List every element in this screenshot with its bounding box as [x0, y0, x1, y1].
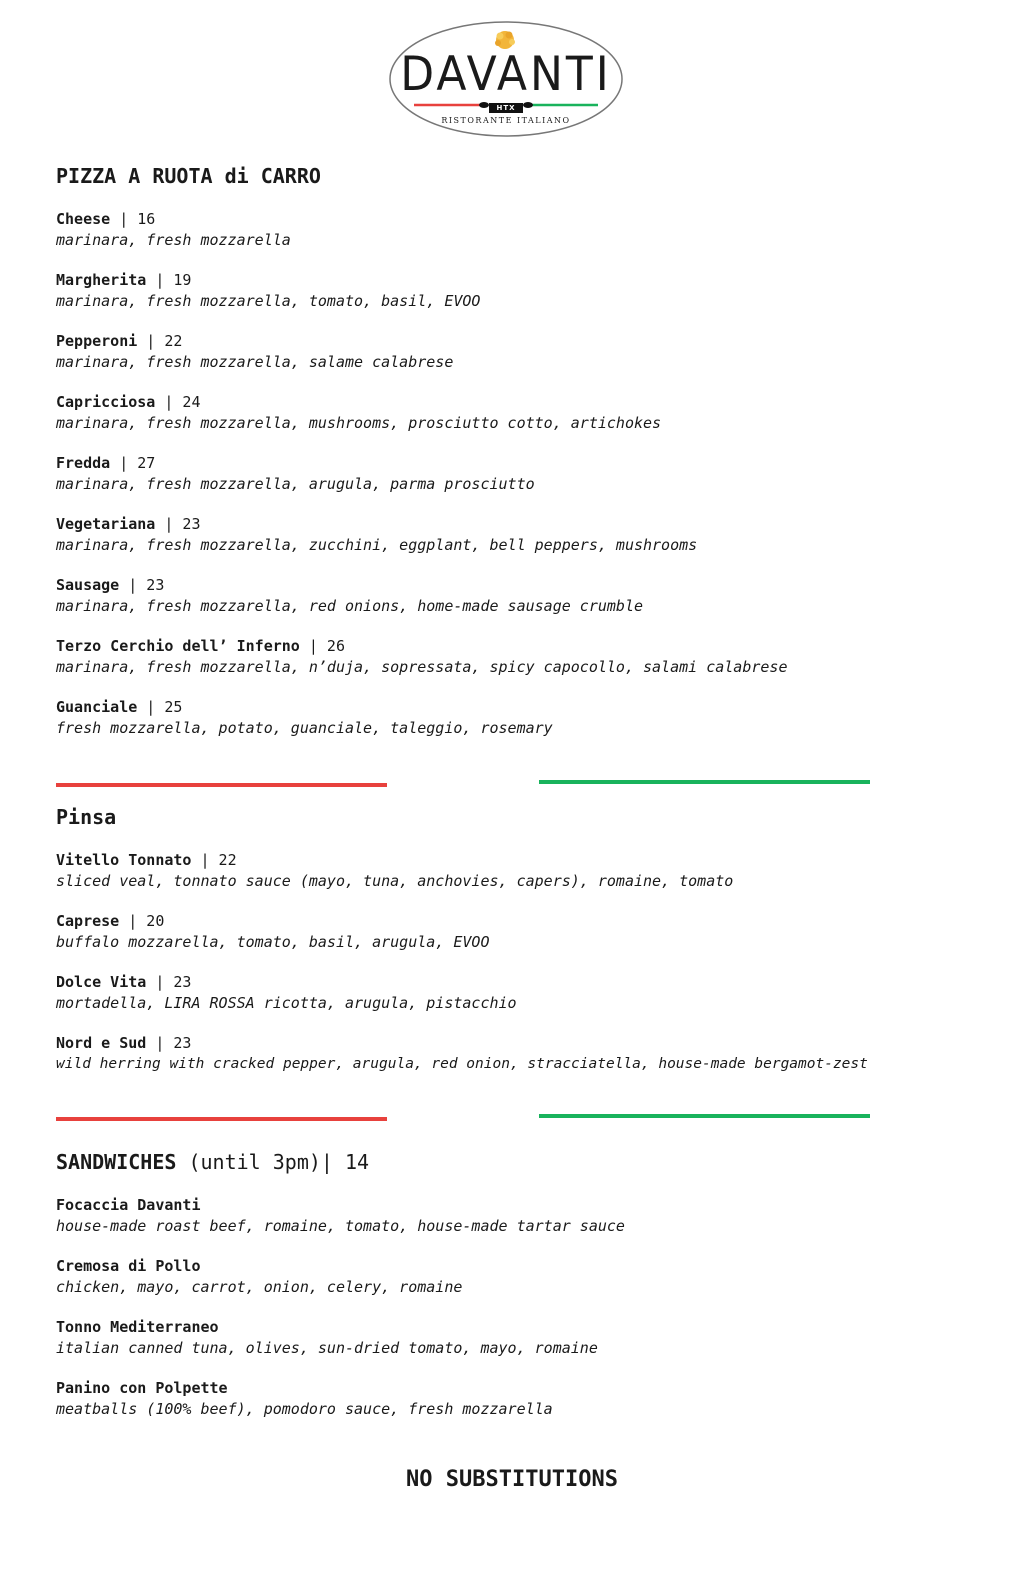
menu-item: [56, 575, 976, 617]
item-name: Tonno Mediterraneo: [56, 1318, 219, 1336]
pizza-items: [56, 209, 976, 739]
item-description: marinara, fresh mozzarella, zucchini, eggplant, bell peppers, mushrooms: [56, 536, 698, 554]
menu-item: [56, 209, 976, 251]
item-name: Nord e Sud: [56, 1034, 147, 1052]
item-price: | 26: [299, 637, 345, 655]
item-name: Caprese: [56, 912, 120, 930]
pizza-section-title: PIZZA A RUOTA di CARRO: [56, 164, 321, 188]
item-name: Panino con Polpette: [56, 1379, 228, 1397]
item-price: | 23: [146, 1034, 192, 1052]
item-price: | 22: [137, 332, 183, 350]
item-description: marinara, fresh mozzarella, tomato, basil, EVOO: [56, 292, 481, 310]
menu-item: [56, 270, 976, 312]
item-price: | 23: [119, 576, 165, 594]
item-price: | 23: [146, 973, 192, 991]
item-name: Vitello Tonnato: [56, 851, 192, 869]
menu-item: [56, 1317, 976, 1359]
item-price: | 23: [155, 515, 201, 533]
item-description: wild herring with cracked pepper, arugula, red onion, stracciatella, house-made bergamot-zest: [56, 1056, 868, 1072]
menu-item: [56, 697, 976, 739]
item-name: Vegetariana: [56, 515, 156, 533]
logo-badge: HTX: [489, 103, 523, 113]
item-name: Cheese: [56, 210, 111, 228]
item-price: | 22: [191, 851, 237, 869]
item-description: marinara, fresh mozzarella, n’duja, sopressata, spicy capocollo, salami calabrese: [56, 658, 788, 676]
menu-item: [56, 850, 976, 892]
item-name: Margherita: [56, 271, 147, 289]
item-description: marinara, fresh mozzarella, red onions, home-made sausage crumble: [56, 597, 643, 615]
menu-item: [56, 514, 976, 556]
item-price: | 20: [119, 912, 165, 930]
item-name: Fredda: [56, 454, 111, 472]
item-price: | 16: [110, 210, 156, 228]
item-name: Sausage: [56, 576, 120, 594]
item-description: meatballs (100% beef), pomodoro sauce, fresh mozzarella: [56, 1400, 553, 1418]
item-name: Dolce Vita: [56, 973, 147, 991]
pinsa-section-title: Pinsa: [56, 805, 117, 829]
item-description: mortadella, LIRA ROSSA ricotta, arugula, pistacchio: [56, 994, 517, 1012]
item-price: | 25: [137, 698, 183, 716]
logo-subtitle: RISTORANTE ITALIANO: [441, 116, 571, 125]
item-price: | 27: [110, 454, 156, 472]
item-name: Pepperoni: [56, 332, 138, 350]
menu-item: [56, 1195, 976, 1237]
sandwiches-items: [56, 1195, 976, 1420]
item-price: | 19: [146, 271, 192, 289]
divider-red: [56, 783, 387, 787]
sandwiches-title: SANDWICHES: [56, 1150, 177, 1174]
menu-item: [56, 636, 976, 678]
menu-item: [56, 453, 976, 495]
item-description: italian canned tuna, olives, sun-dried tomato, mayo, romaine: [56, 1339, 598, 1357]
item-name: Cremosa di Pollo: [56, 1257, 201, 1275]
item-name: Focaccia Davanti: [56, 1196, 201, 1214]
divider-green: [539, 780, 870, 784]
restaurant-logo: [388, 20, 624, 138]
item-description: marinara, fresh mozzarella, salame calabrese: [56, 353, 454, 371]
menu-item: [56, 1378, 976, 1420]
menu-item: [56, 1033, 976, 1075]
pinsa-section: [56, 804, 976, 1094]
item-price: | 24: [155, 393, 201, 411]
item-description: marinara, fresh mozzarella, arugula, parma prosciutto: [56, 475, 535, 493]
item-description: marinara, fresh mozzarella: [56, 231, 291, 249]
item-description: fresh mozzarella, potato, guanciale, taleggio, rosemary: [56, 719, 553, 737]
item-description: marinara, fresh mozzarella, mushrooms, prosciutto cotto, artichokes: [56, 414, 662, 432]
item-description: sliced veal, tonnato sauce (mayo, tuna, anchovies, capers), romaine, tomato: [56, 872, 734, 890]
menu-item: [56, 331, 976, 373]
menu-item: [56, 972, 976, 1014]
item-description: buffalo mozzarella, tomato, basil, arugula, EVOO: [56, 933, 490, 951]
sandwiches-section-title: [56, 1149, 976, 1175]
no-substitutions-notice: NO SUBSTITUTIONS: [406, 1467, 618, 1492]
menu-item: [56, 1256, 976, 1298]
menu-item: [56, 392, 976, 434]
sandwiches-section: [56, 1149, 976, 1439]
item-description: chicken, mayo, carrot, onion, celery, romaine: [56, 1278, 463, 1296]
item-name: Capricciosa: [56, 393, 156, 411]
pinsa-items: [56, 850, 976, 1075]
logo-name: DAVANTI: [400, 46, 612, 102]
sandwiches-title-suffix: (until 3pm)| 14: [176, 1150, 370, 1174]
divider-green: [539, 1114, 870, 1118]
menu-item: [56, 911, 976, 953]
item-name: Terzo Cerchio dell’ Inferno: [56, 637, 300, 655]
item-name: Guanciale: [56, 698, 138, 716]
pizza-section: [56, 163, 976, 758]
divider-red: [56, 1117, 387, 1121]
item-description: house-made roast beef, romaine, tomato, house-made tartar sauce: [56, 1217, 625, 1235]
